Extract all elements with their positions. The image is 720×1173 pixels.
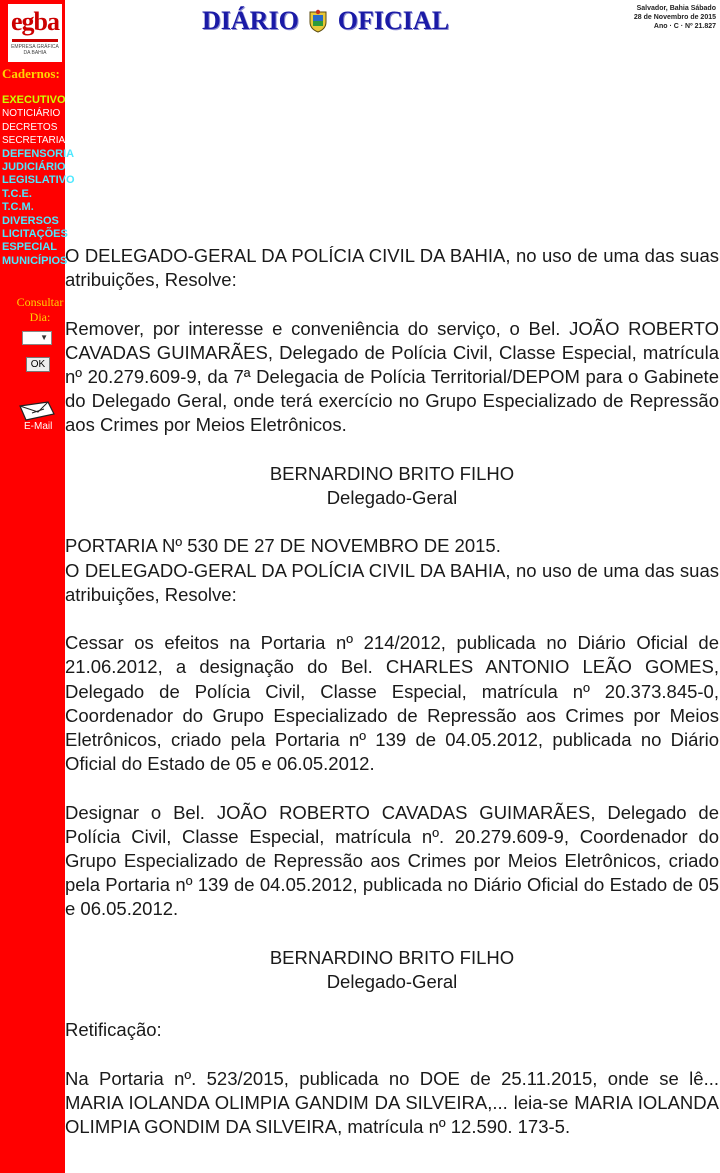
publication-date: 28 de Novembro de 2015 xyxy=(633,14,716,21)
sidebar-item-diversos[interactable]: DIVERSOS xyxy=(2,214,59,227)
paragraph: O DELEGADO-GERAL DA POLÍCIA CIVIL DA BAHIA, no uso de uma das suas atribuições, Resolve: xyxy=(65,245,719,291)
signature-block xyxy=(65,946,719,994)
paragraph: Remover, por interesse e conveniência do serviço, o Bel. JOÃO ROBERTO CAVADAS GUIMARÃES, Delegado de Polícia Civil, Classe Especial, matrícula nº 20.279.609-9, da 7ª Delegacia de Polícia Territorial/DEPOM para o Gabinete do Delegado Geral, onde terá exercício no Grupo Especializado de Repressão aos Crimes por Meios Eletrônicos. xyxy=(65,317,719,436)
sidebar-item-especial[interactable]: ESPECIAL xyxy=(2,241,58,254)
signature-role: Delegado-Geral xyxy=(326,487,458,508)
sidebar-item-secretarias[interactable]: SECRETARIAS xyxy=(2,135,72,147)
document-content xyxy=(65,244,719,1164)
title-part-oficial: OFICIAL xyxy=(337,6,450,35)
bahia-crest-icon xyxy=(307,9,329,33)
sidebar-item-munic-pios[interactable]: MUNICÍPIOS xyxy=(2,254,68,267)
logo-bar xyxy=(12,39,58,42)
chevron-down-icon: ▼ xyxy=(40,333,48,342)
paragraph: Cessar os efeitos na Portaria nº 214/2012, publicada no Diário Oficial de 21.06.2012, a designação do Bel. CHARLES ANTONIO LEÃO GOMES, Delegado de Polícia Civil, Classe Especial, matrícula nº 20.373.845-0, Coordenador do Grupo Especializado de Repressão aos Crimes por Meios Eletrônicos, criado pela Portaria nº 139 de 04.05.2012, publicada no Diário Oficial do Estado de 05 e 06.05.2012. xyxy=(65,632,719,775)
consultar-text: Consultar xyxy=(16,295,64,309)
sidebar-item-defensoria[interactable]: DEFENSORIA xyxy=(2,147,75,160)
ok-button[interactable]: OK xyxy=(26,357,50,372)
sidebar-item-t-c-e[interactable]: T.C.E. xyxy=(2,187,32,200)
dia-label: Dia: xyxy=(29,310,51,324)
paragraph: Designar o Bel. JOÃO ROBERTO CAVADAS GUIMARÃES, Delegado de Polícia Civil, Classe Especial, matrícula nº. 20.279.609-9, Coordenador do Grupo Especializado de Repressão aos Crimes por Meios Eletrônicos, criado pela Portaria nº 139 de 04.05.2012, publicada no Diário Oficial do Estado de 05 e 06.05.2012. xyxy=(65,801,719,920)
location-date: Salvador, Bahia Sábado xyxy=(636,5,716,12)
day-select[interactable] xyxy=(22,331,52,345)
sidebar-item-judici-rio[interactable]: JUDICIÁRIO xyxy=(2,161,66,174)
signature-role: Delegado-Geral xyxy=(326,971,458,992)
page-title xyxy=(202,6,449,36)
retificacao-heading: Retificação: xyxy=(65,1019,162,1041)
sidebar-item-t-c-m[interactable]: T.C.M. xyxy=(2,201,34,214)
edition-info xyxy=(634,4,716,31)
portaria-title: PORTARIA Nº 530 DE 27 DE NOVEMBRO DE 2015. xyxy=(65,535,501,557)
sidebar-item-decretos[interactable]: DECRETOS xyxy=(2,121,58,133)
logo-subtitle: EMPRESA GRÁFICA DA BAHIA xyxy=(11,44,59,56)
sidebar-item-legislativo[interactable]: LEGISLATIVO xyxy=(2,174,75,187)
paragraph: Na Portaria nº. 523/2015, publicada no DOE de 25.11.2015, onde se lê... MARIA IOLANDA OLIMPIA GANDIM DA SILVEIRA,... leia-se MARIA IOLANDA OLIMPIA GONDIM DA SILVEIRA, matrícula nº 12.590. 173-5. xyxy=(65,1067,719,1138)
sidebar xyxy=(0,0,75,1173)
sidebar-item-licita-es[interactable]: LICITAÇÕES xyxy=(2,228,68,241)
email-link[interactable]: E-Mail xyxy=(24,421,53,432)
signature-name: BERNARDINO BRITO FILHO xyxy=(269,462,515,484)
paragraph: O DELEGADO-GERAL DA POLÍCIA CIVIL DA BAHIA, no uso de uma das suas atribuições, Resolve: xyxy=(65,559,719,605)
sidebar-item-executivo[interactable]: EXECUTIVO xyxy=(2,94,66,106)
cadernos-nav xyxy=(2,94,75,268)
title-part-diario: DIÁRIO xyxy=(202,6,299,35)
signature-name: BERNARDINO BRITO FILHO xyxy=(269,946,515,968)
sidebar-item-notici-rio[interactable]: NOTICIÁRIO xyxy=(2,108,61,120)
email-icon[interactable] xyxy=(18,400,58,422)
cadernos-heading: Cadernos: xyxy=(2,66,60,81)
edition-number: Ano · C · Nº 21.827 xyxy=(653,23,716,30)
logo-mark: egba xyxy=(11,7,59,36)
egba-logo[interactable] xyxy=(8,4,62,62)
consultar-label xyxy=(10,295,70,325)
signature-block xyxy=(65,462,719,510)
